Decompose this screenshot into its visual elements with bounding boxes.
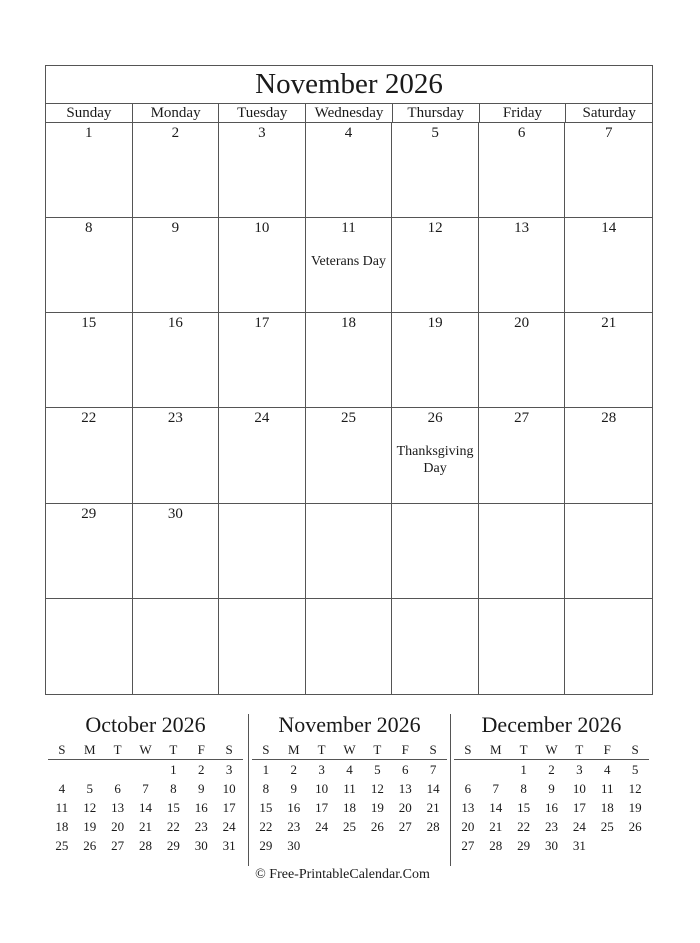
- mini-day: 22: [517, 819, 531, 834]
- day-cell: [133, 218, 220, 313]
- mini-day: [308, 836, 336, 855]
- mini-day: 5: [86, 781, 94, 796]
- mini-day: 22: [259, 819, 273, 834]
- weekday-header: Wednesday: [306, 104, 393, 122]
- mini-day: 28: [138, 838, 152, 853]
- day-number: [479, 600, 565, 618]
- mini-day: 4: [58, 781, 66, 796]
- mini-day: 23: [544, 819, 558, 834]
- day-cell: [219, 408, 306, 503]
- mini-day: 9: [197, 781, 205, 796]
- day-cell: [133, 313, 220, 408]
- day-cell: [306, 218, 393, 313]
- day-number: 9: [171, 220, 180, 237]
- mini-day: 11: [55, 800, 69, 815]
- mini-day: 12: [370, 781, 384, 796]
- day-number: [565, 505, 652, 523]
- day-cell: [306, 123, 393, 218]
- day-cell: [219, 504, 306, 599]
- mini-day: 25: [342, 819, 356, 834]
- mini-day: 26: [370, 819, 384, 834]
- mini-day: [621, 836, 649, 855]
- mini-week-row: [454, 779, 649, 798]
- mini-day: 31: [222, 838, 236, 853]
- mini-day: 7: [492, 781, 500, 796]
- day-number: [219, 505, 305, 523]
- month-calendar: [45, 65, 653, 695]
- mini-calendar-title: December 2026: [481, 712, 622, 737]
- mini-day: 10: [315, 781, 329, 796]
- mini-weekday: T: [575, 742, 584, 757]
- mini-day: 29: [259, 838, 273, 853]
- mini-calendar-title: November 2026: [278, 712, 421, 737]
- day-cell: [219, 218, 306, 313]
- day-number: 24: [254, 410, 270, 427]
- day-number: 26: [427, 410, 443, 427]
- mini-day: 27: [461, 838, 475, 853]
- mini-day: 28: [426, 819, 440, 834]
- mini-day: 7: [142, 781, 149, 796]
- weekday-header: Sunday: [46, 104, 133, 122]
- mini-day: 18: [342, 800, 356, 815]
- mini-day: 1: [170, 762, 177, 777]
- day-number: [392, 505, 478, 523]
- mini-day: 5: [631, 762, 639, 777]
- mini-day: 12: [628, 781, 642, 796]
- mini-weekday: S: [631, 742, 639, 757]
- mini-week-row: [252, 798, 447, 817]
- mini-day: 18: [55, 819, 69, 834]
- mini-day: [132, 760, 160, 779]
- mini-day: 15: [517, 800, 531, 815]
- mini-day: 24: [222, 819, 236, 834]
- mini-day: 23: [194, 819, 208, 834]
- day-number: 20: [514, 315, 530, 332]
- day-number: 23: [167, 410, 183, 427]
- mini-day: 18: [600, 800, 614, 815]
- day-number: 3: [258, 125, 266, 141]
- mini-day: 20: [461, 819, 475, 834]
- mini-day: [454, 760, 482, 779]
- weekday-header: Monday: [133, 104, 220, 122]
- mini-weekday: S: [58, 742, 66, 757]
- mini-day: [363, 836, 391, 855]
- mini-day: 4: [346, 762, 353, 777]
- mini-day: 29: [166, 838, 180, 853]
- mini-weekday: M: [489, 742, 502, 757]
- day-number: [306, 505, 392, 523]
- day-number: 2: [171, 125, 180, 141]
- mini-weekday-row: [48, 740, 243, 760]
- mini-day: 26: [83, 838, 97, 853]
- mini-day: 14: [426, 781, 440, 796]
- mini-day: 1: [520, 762, 527, 777]
- divider: [248, 714, 249, 866]
- day-cell: [565, 599, 652, 694]
- mini-day: [336, 836, 364, 855]
- mini-day: 14: [489, 800, 503, 815]
- mini-weekday: S: [262, 742, 270, 757]
- mini-day: 11: [600, 781, 614, 796]
- day-cell: [306, 408, 393, 503]
- day-cell: [565, 313, 652, 408]
- mini-day: 19: [370, 800, 384, 815]
- mini-day: 30: [194, 838, 208, 853]
- day-number: 18: [340, 315, 356, 332]
- holiday-label: Thanksgiving Day: [396, 444, 474, 477]
- mini-day: 22: [166, 819, 180, 834]
- mini-day: 3: [318, 762, 325, 777]
- day-cell: [46, 599, 133, 694]
- mini-day: 27: [111, 838, 125, 853]
- mini-day: 16: [194, 800, 208, 815]
- day-cell: [219, 313, 306, 408]
- day-number: [479, 505, 565, 523]
- day-number: 28: [601, 410, 617, 427]
- mini-day: 10: [572, 781, 586, 796]
- day-number: 27: [514, 410, 530, 427]
- weekday-header: Tuesday: [219, 104, 306, 122]
- mini-day: 28: [489, 838, 503, 853]
- mini-week-row: [252, 836, 447, 855]
- mini-weekday: W: [139, 742, 152, 757]
- day-number: [392, 600, 478, 618]
- day-number: 22: [81, 410, 97, 427]
- mini-weekday: T: [317, 742, 326, 757]
- mini-day: 21: [138, 819, 152, 834]
- day-number: [565, 600, 652, 618]
- day-number: [46, 600, 132, 618]
- mini-week-row: [48, 760, 243, 779]
- mini-weekday: T: [373, 742, 382, 757]
- mini-day: 21: [426, 800, 440, 815]
- day-number: 4: [344, 125, 353, 141]
- mini-day: 31: [572, 838, 586, 853]
- mini-day: 26: [628, 819, 642, 834]
- mini-weekday-row: [454, 740, 649, 760]
- mini-weekday: F: [401, 742, 409, 757]
- mini-weekday: T: [169, 742, 178, 757]
- mini-day: 29: [517, 838, 531, 853]
- mini-week-row: [48, 836, 243, 855]
- mini-day: 4: [603, 762, 611, 777]
- mini-weekday: F: [603, 742, 611, 757]
- mini-calendars: [45, 712, 660, 868]
- day-cell: [392, 599, 479, 694]
- mini-day: 17: [572, 800, 586, 815]
- mini-day: 24: [572, 819, 586, 834]
- day-number: 8: [85, 220, 93, 237]
- mini-day: 2: [197, 762, 205, 777]
- mini-week-row: [252, 817, 447, 836]
- mini-day: 20: [111, 819, 125, 834]
- day-cell: [479, 504, 566, 599]
- day-grid: [46, 123, 652, 694]
- weekday-header: Friday: [480, 104, 567, 122]
- day-cell: [46, 408, 133, 503]
- mini-weekday: W: [545, 742, 558, 757]
- mini-weekday-row: [252, 740, 447, 760]
- day-cell: [392, 504, 479, 599]
- mini-week-row: [454, 817, 649, 836]
- day-cell: [479, 599, 566, 694]
- mini-day: 8: [520, 781, 527, 796]
- mini-day: 7: [429, 762, 437, 777]
- mini-day: 6: [464, 781, 472, 796]
- day-number: 1: [85, 125, 93, 141]
- holiday-label: Veterans Day: [310, 254, 386, 270]
- day-number: 5: [431, 125, 439, 141]
- mini-week-row: [454, 836, 649, 855]
- day-number: 14: [601, 220, 617, 237]
- mini-week-row: [48, 779, 243, 798]
- day-cell: [46, 218, 133, 313]
- mini-week-row: [252, 779, 447, 798]
- mini-day: 30: [287, 838, 301, 853]
- mini-day: 8: [170, 781, 177, 796]
- day-number: 29: [81, 505, 97, 522]
- day-number: 7: [604, 125, 613, 141]
- mini-week-row: [48, 798, 243, 817]
- mini-day: 13: [461, 800, 475, 815]
- day-number: 16: [167, 315, 183, 332]
- day-number: 10: [254, 220, 270, 237]
- day-cell: [133, 599, 220, 694]
- mini-day: 21: [489, 819, 503, 834]
- mini-calendar-title: October 2026: [85, 712, 206, 737]
- mini-week-row: [252, 760, 447, 779]
- mini-day: [48, 760, 76, 779]
- mini-day: 17: [222, 800, 236, 815]
- mini-weekday: F: [197, 742, 205, 757]
- day-cell: [133, 123, 220, 218]
- mini-weekday: T: [113, 742, 122, 757]
- day-cell: [219, 599, 306, 694]
- mini-day: 20: [398, 800, 412, 815]
- mini-day: [482, 760, 510, 779]
- mini-week-row: [454, 798, 649, 817]
- day-cell: [306, 313, 393, 408]
- day-number: 11: [341, 220, 356, 237]
- mini-day: 11: [343, 781, 356, 796]
- day-cell: [306, 504, 393, 599]
- day-cell: [133, 408, 220, 503]
- mini-day: 8: [262, 781, 270, 796]
- mini-day: 9: [548, 781, 555, 796]
- day-cell: [565, 123, 652, 218]
- mini-day: 9: [290, 781, 298, 796]
- mini-day: 12: [83, 800, 97, 815]
- mini-day: 13: [111, 800, 125, 815]
- mini-day: 6: [114, 781, 121, 796]
- day-cell: [392, 218, 479, 313]
- mini-day: 3: [576, 762, 583, 777]
- day-cell: [392, 123, 479, 218]
- mini-week-row: [48, 817, 243, 836]
- day-number: 15: [81, 315, 97, 332]
- calendar-title: November 2026: [46, 66, 652, 104]
- mini-day: 23: [287, 819, 301, 834]
- day-number: [306, 600, 392, 618]
- day-cell: [479, 313, 566, 408]
- weekday-header: Thursday: [393, 104, 480, 122]
- day-cell: [133, 504, 220, 599]
- mini-day: 16: [544, 800, 558, 815]
- mini-day: 3: [225, 762, 233, 777]
- mini-weekday: W: [343, 742, 356, 757]
- mini-day: 1: [262, 762, 270, 777]
- mini-day: 13: [398, 781, 412, 796]
- day-cell: [46, 313, 133, 408]
- mini-calendar-current: [252, 712, 447, 855]
- day-number: 6: [517, 125, 526, 141]
- mini-weekday: M: [287, 742, 300, 757]
- day-cell: [565, 504, 652, 599]
- mini-weekday: S: [225, 742, 233, 757]
- day-cell: [479, 123, 566, 218]
- day-cell: [479, 408, 566, 503]
- mini-day: 10: [222, 781, 236, 796]
- day-cell: [392, 313, 479, 408]
- mini-day: 27: [398, 819, 412, 834]
- mini-day: 17: [315, 800, 329, 815]
- day-number: [133, 600, 219, 618]
- mini-weekday: S: [464, 742, 472, 757]
- day-cell: [565, 218, 652, 313]
- weekday-header: Saturday: [582, 105, 636, 121]
- day-cell: [479, 218, 566, 313]
- mini-week-row: [454, 760, 649, 779]
- day-number: 30: [167, 505, 183, 522]
- mini-calendar-next: [454, 712, 649, 855]
- mini-day: 24: [315, 819, 329, 834]
- mini-day: 30: [544, 838, 558, 853]
- mini-day: [419, 836, 447, 855]
- day-number: 19: [427, 315, 443, 332]
- day-cell: [46, 123, 133, 218]
- weekday-header-row: [46, 104, 652, 123]
- day-cell: [565, 408, 652, 503]
- mini-weekday: T: [519, 742, 528, 757]
- divider: [450, 714, 451, 866]
- day-cell: [46, 504, 133, 599]
- mini-day: [391, 836, 419, 855]
- day-number: 17: [254, 315, 270, 332]
- day-number: 12: [427, 220, 443, 237]
- day-number: [219, 600, 305, 618]
- day-cell: [219, 123, 306, 218]
- mini-day: 19: [628, 800, 642, 815]
- mini-day: [593, 836, 621, 855]
- mini-day: 2: [290, 762, 298, 777]
- mini-day: 19: [83, 819, 97, 834]
- mini-day: 25: [600, 819, 614, 834]
- copyright-footer: © Free-PrintableCalendar.Com: [255, 867, 430, 882]
- mini-weekday: S: [429, 742, 437, 757]
- day-number: 25: [340, 410, 356, 427]
- mini-day: 14: [138, 800, 152, 815]
- mini-day: [104, 760, 132, 779]
- day-number: 21: [601, 315, 617, 332]
- day-number: 13: [514, 220, 530, 237]
- day-cell: [306, 599, 393, 694]
- mini-day: [76, 760, 104, 779]
- mini-calendar-previous: [48, 712, 243, 855]
- mini-day: 5: [374, 762, 381, 777]
- day-cell: [392, 408, 479, 503]
- mini-day: 6: [401, 762, 409, 777]
- mini-day: 15: [259, 800, 273, 815]
- mini-day: 16: [287, 800, 301, 815]
- mini-weekday: M: [83, 742, 96, 757]
- mini-day: 2: [548, 762, 555, 777]
- mini-day: 25: [55, 838, 69, 853]
- mini-day: 15: [166, 800, 180, 815]
